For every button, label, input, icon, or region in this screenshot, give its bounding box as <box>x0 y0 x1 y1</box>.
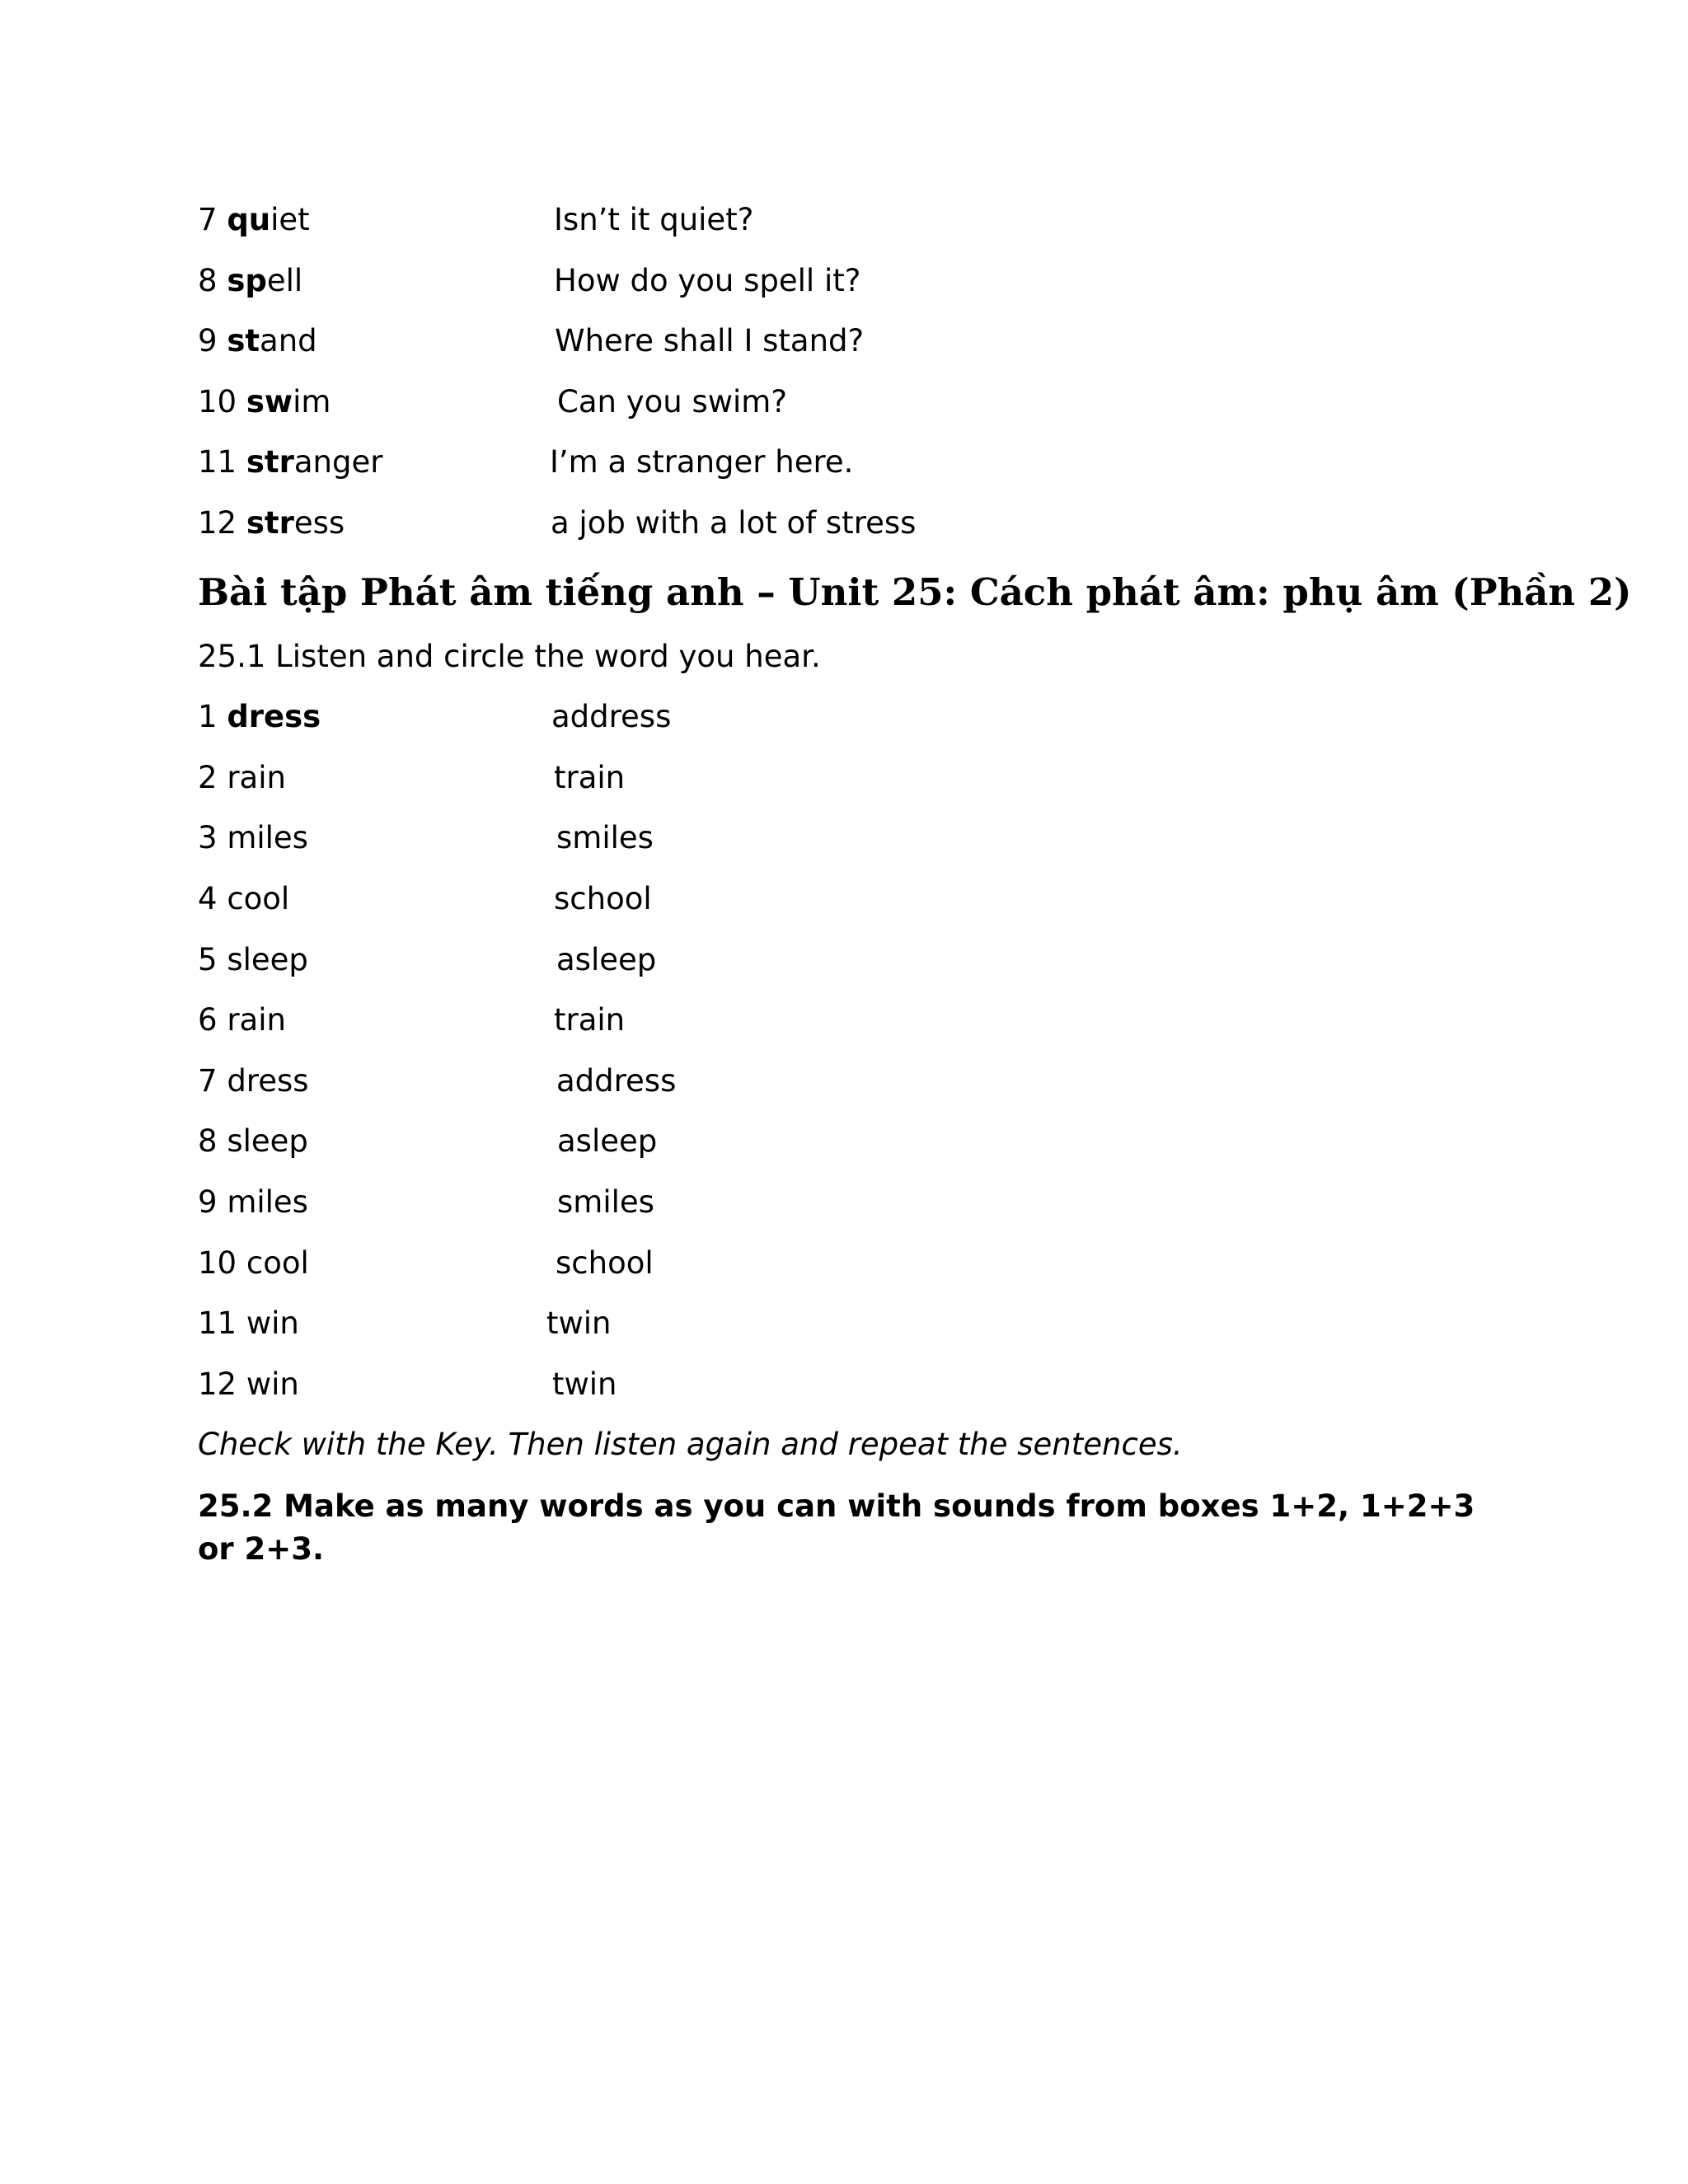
example-sentence: Isn’t it quiet? <box>554 202 754 237</box>
word-b: train <box>554 1002 626 1038</box>
word: 8 spell <box>198 262 303 298</box>
list-item <box>198 372 1517 433</box>
list-item <box>198 1111 1517 1172</box>
word-b: asleep <box>557 1123 658 1160</box>
word-a: 3 miles <box>198 820 308 856</box>
example-sentence: Where shall I stand? <box>555 323 865 359</box>
list-item <box>198 1354 1517 1415</box>
word-b: address <box>551 699 672 735</box>
word-b: asleep <box>556 941 657 977</box>
example-sentence: Can you swim? <box>557 383 787 419</box>
word-a: 9 miles <box>198 1183 308 1220</box>
word: 9 stand <box>198 323 317 359</box>
exercise-note: Check with the Key. Then listen again and repeat the sentences. <box>198 1427 1183 1463</box>
word-a: 2 rain <box>198 759 286 795</box>
word-a: 7 dress <box>198 1062 309 1099</box>
exercise-instruction: 25.1 Listen and circle the word you hear. <box>198 638 821 674</box>
list-item <box>198 1172 1517 1233</box>
example-sentence: I’m a stranger here. <box>550 444 854 480</box>
word-pair-list <box>198 687 1517 1414</box>
word-a: 4 cool <box>198 880 290 916</box>
document-page <box>198 190 1632 1571</box>
consonant-cluster-list <box>198 190 1517 554</box>
list-item <box>198 251 1517 312</box>
example-sentence: How do you spell it? <box>554 262 861 298</box>
word: 10 swim <box>198 383 331 419</box>
list-item <box>198 432 1517 493</box>
word-a: 11 win <box>198 1305 299 1342</box>
word-b: school <box>554 880 652 916</box>
list-item <box>198 1233 1517 1294</box>
list-item <box>198 748 1517 808</box>
word-b: twin <box>552 1366 617 1402</box>
list-item <box>198 1051 1517 1112</box>
word: 7 quiet <box>198 202 310 237</box>
word-b: school <box>556 1244 654 1281</box>
word-a: 1 dress <box>198 699 321 735</box>
page-title: Bài tập Phát âm tiếng anh – Unit 25: Cách phát âm: phụ âm (Phần 2) <box>198 569 1632 614</box>
word-b: address <box>556 1062 677 1099</box>
word-a: 12 win <box>198 1366 299 1402</box>
exercise-instruction-2: 25.2 Make as many words as you can with sounds from boxes 1+2, 1+2+3 or 2+3. <box>198 1488 1475 1567</box>
list-item <box>198 311 1517 372</box>
list-item <box>198 990 1517 1051</box>
list-item <box>198 1293 1517 1354</box>
list-item <box>198 869 1517 930</box>
word-a: 8 sleep <box>198 1123 308 1160</box>
word-a: 10 cool <box>198 1244 309 1281</box>
word-b: train <box>554 759 626 795</box>
word-a: 5 sleep <box>198 941 308 977</box>
list-item <box>198 687 1517 748</box>
list-item <box>198 808 1517 869</box>
word-b: smiles <box>557 1183 654 1220</box>
example-sentence: a job with a lot of stress <box>551 504 917 541</box>
word: 11 stranger <box>198 444 383 480</box>
list-item <box>198 190 1517 251</box>
word: 12 stress <box>198 504 345 541</box>
list-item <box>198 930 1517 991</box>
list-item <box>198 493 1517 554</box>
word-a: 6 rain <box>198 1002 286 1038</box>
word-b: twin <box>546 1305 612 1342</box>
word-b: smiles <box>556 820 654 856</box>
